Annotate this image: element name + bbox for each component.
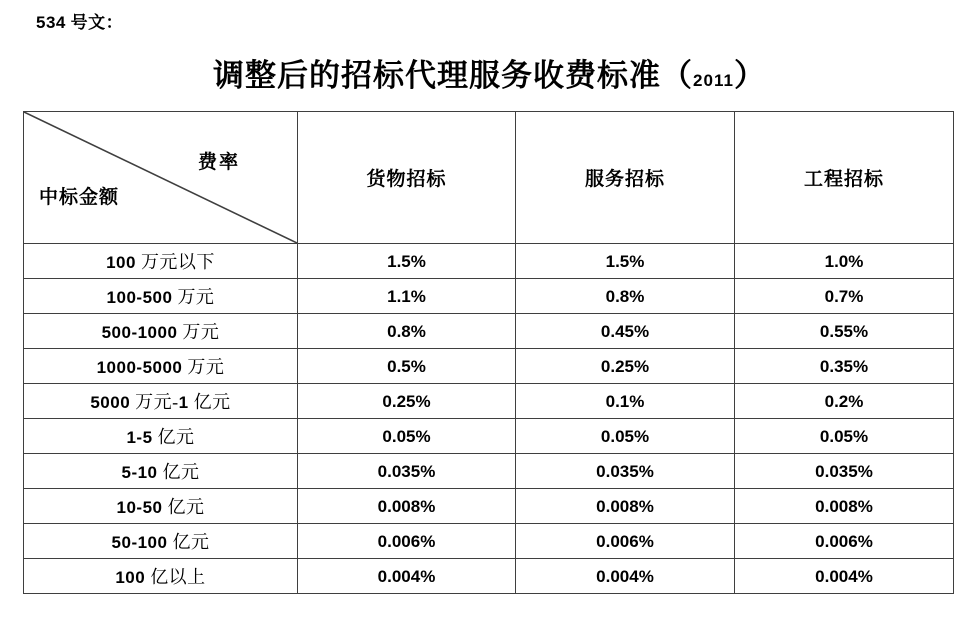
fee-value-cell: 0.35% — [735, 349, 954, 384]
fee-value-cell: 0.55% — [735, 314, 954, 349]
fee-value-cell: 0.008% — [735, 489, 954, 524]
table-row — [24, 244, 954, 279]
fee-value-cell: 0.05% — [516, 419, 735, 454]
fee-value-cell: 0.45% — [516, 314, 735, 349]
row-label-cell: 500-1000 万元 — [24, 314, 298, 349]
page-title: 调整后的招标代理服务收费标准（2011） — [213, 58, 766, 93]
fee-value-cell: 0.006% — [735, 524, 954, 559]
diagonal-divider-line — [24, 112, 297, 243]
row-label-cell: 5000 万元-1 亿元 — [24, 384, 298, 419]
fee-table-body — [24, 244, 954, 594]
fee-value-cell: 0.8% — [298, 314, 516, 349]
table-row — [24, 419, 954, 454]
fee-value-cell: 0.25% — [516, 349, 735, 384]
doc-number-label: 534 号文： — [36, 13, 124, 32]
row-label-cell: 50-100 亿元 — [24, 524, 298, 559]
table-row — [24, 384, 954, 419]
row-label-cell: 100-500 万元 — [24, 279, 298, 314]
corner-cell — [24, 112, 298, 244]
row-label-cell: 1-5 亿元 — [24, 419, 298, 454]
row-label-cell: 10-50 亿元 — [24, 489, 298, 524]
fee-value-cell: 0.1% — [516, 384, 735, 419]
fee-value-cell: 0.8% — [516, 279, 735, 314]
column-header-engineering-bidding: 工程招标 — [735, 112, 954, 244]
fee-value-cell: 0.035% — [298, 454, 516, 489]
fee-value-cell: 0.2% — [735, 384, 954, 419]
table-row — [24, 279, 954, 314]
fee-value-cell: 1.5% — [516, 244, 735, 279]
fee-value-cell: 0.004% — [516, 559, 735, 594]
table-header-row — [24, 112, 954, 244]
fee-value-cell: 1.5% — [298, 244, 516, 279]
corner-label-rate: 费率 — [198, 152, 241, 173]
row-label-cell: 5-10 亿元 — [24, 454, 298, 489]
fee-value-cell: 0.006% — [516, 524, 735, 559]
table-row — [24, 454, 954, 489]
row-label-cell: 100 万元以下 — [24, 244, 298, 279]
column-header-service-bidding: 服务招标 — [516, 112, 735, 244]
fee-value-cell: 0.006% — [298, 524, 516, 559]
fee-value-cell: 0.7% — [735, 279, 954, 314]
fee-value-cell: 0.5% — [298, 349, 516, 384]
fee-value-cell: 0.004% — [298, 559, 516, 594]
fee-value-cell: 0.25% — [298, 384, 516, 419]
column-header-goods-bidding: 货物招标 — [298, 112, 516, 244]
fee-value-cell: 1.1% — [298, 279, 516, 314]
row-label-cell: 1000-5000 万元 — [24, 349, 298, 384]
corner-label-bid-amount: 中标金额 — [39, 187, 120, 208]
fee-value-cell: 0.035% — [516, 454, 735, 489]
fee-value-cell: 0.008% — [516, 489, 735, 524]
fee-value-cell: 1.0% — [735, 244, 954, 279]
fee-standard-table — [23, 111, 954, 594]
fee-value-cell: 0.05% — [735, 419, 954, 454]
fee-value-cell: 0.008% — [298, 489, 516, 524]
row-label-cell: 100 亿以上 — [24, 559, 298, 594]
table-row — [24, 489, 954, 524]
fee-value-cell: 0.05% — [298, 419, 516, 454]
fee-value-cell: 0.004% — [735, 559, 954, 594]
table-row — [24, 314, 954, 349]
table-row — [24, 524, 954, 559]
table-row — [24, 559, 954, 594]
table-row — [24, 349, 954, 384]
fee-value-cell: 0.035% — [735, 454, 954, 489]
